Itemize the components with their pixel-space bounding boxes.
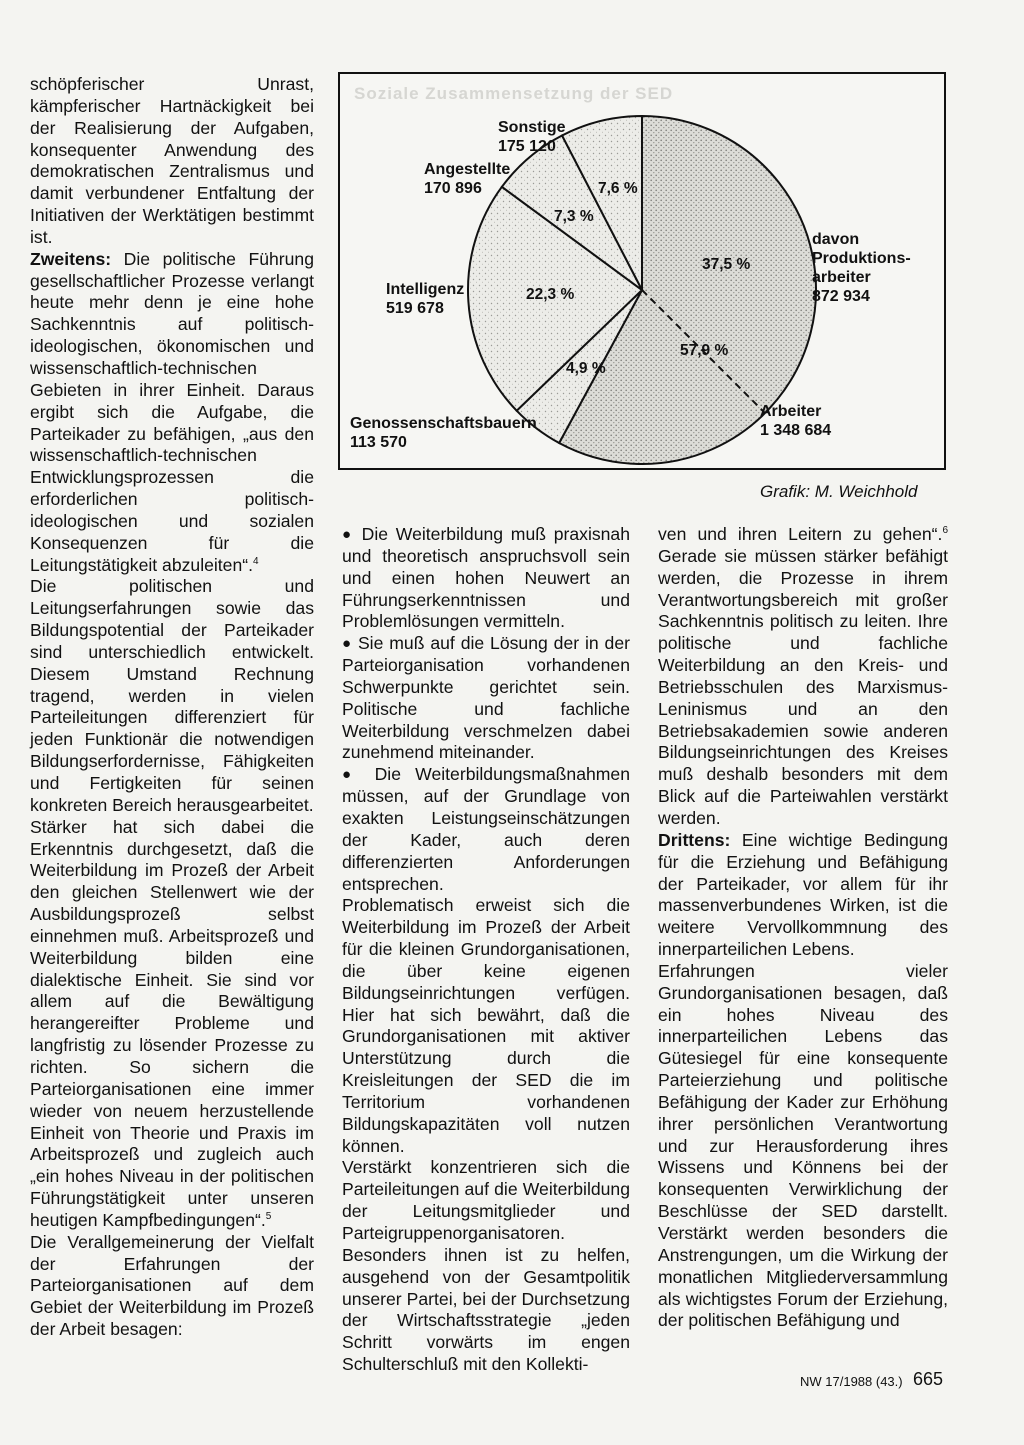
percent-intelligenz: 22,3 % bbox=[526, 286, 575, 303]
percent-produktionsarbeiter: 37,5 % bbox=[702, 256, 751, 273]
label-count: 175 120 bbox=[498, 138, 556, 155]
text-column-2 bbox=[342, 524, 630, 1376]
slice-label-genossenschaftsbauern bbox=[350, 414, 537, 452]
bullet-text: Die Weiterbildung muß praxisnah und theoretisch anspruchsvoll sein und einen hohen Neuwert an Führungserkenntnissen und Problemlösungen vermitteln. bbox=[342, 524, 631, 632]
slice-label-angestellte bbox=[424, 160, 510, 198]
label-count: 1 348 684 bbox=[760, 422, 832, 439]
paragraph bbox=[30, 817, 314, 1232]
paragraph bbox=[658, 830, 948, 961]
slice-label-sonstige bbox=[498, 118, 566, 156]
paragraph: Die politischen und Leitungserfahrungen sowie das Bildungspotential der Parteikader sind unterschiedlich entwickelt. Diesem Umstand Rechnung tragend, werden in vielen Parteileitungen differenziert für jeden Funktionär die notwendigen Bildungserfordernisse, Fähigkeiten und Fertigkeiten für seinen konkreten Bereich herausgearbeitet. bbox=[30, 576, 314, 815]
bullet-text: Die Weiterbildungsmaßnahmen müssen, auf der Grundlage von exakten Leistungseinschätzungen der Kader, auch deren differenzierten Anforderungen entsprechen. bbox=[342, 764, 630, 894]
bullet-icon: ● bbox=[342, 526, 354, 543]
text-column-1 bbox=[30, 74, 314, 1341]
paragraph: Die Verallgemeinerung der Vielfalt der Erfahrungen der Parteiorganisationen auf dem Gebiet der Weiterbildung im Prozeß der Arbeit besagen: bbox=[30, 1231, 314, 1340]
bullet-item bbox=[342, 524, 630, 633]
label-count: 872 934 bbox=[812, 288, 870, 305]
bullet-item bbox=[342, 633, 630, 764]
label-count: 170 896 bbox=[424, 180, 482, 197]
text-column-3 bbox=[658, 524, 948, 1332]
label-name: Intelligenz bbox=[386, 281, 465, 298]
paragraph: Erfahrungen vieler Grundorganisationen besagen, daß ein hohes Niveau des innerparteilichen Lebens das Gütesiegel für eine konsequente Parteierziehung und politische Befähigung der Kader zur Erhöhung ihrer persönlichen Verantwortung und zur Herausforderung ihres Wissens und Könnens bei der konsequenten Verwirklichung der Beschlüsse der SED darstellt. Verstärkt werden besonders die Anstrengungen, um die Wirkung der monatlichen Mitgliederversammlung als wichtigstes Forum der Erziehung, der politischen Befähigung und bbox=[658, 960, 948, 1331]
footnote-ref: 5 bbox=[265, 1211, 272, 1223]
issue-reference: NW 17/1988 (43.) bbox=[800, 1374, 903, 1389]
label-line: Produktions- bbox=[812, 250, 911, 267]
paragraph-text: ven und ihren Leitern zu gehen“. bbox=[658, 524, 943, 544]
label-count: 519 678 bbox=[386, 300, 444, 317]
label-name: Angestellte bbox=[424, 161, 511, 178]
paragraph-lead: Drittens: bbox=[658, 829, 731, 850]
paragraph bbox=[30, 249, 314, 577]
footnote-ref: 4 bbox=[253, 555, 259, 567]
slice-label-intelligenz bbox=[386, 280, 464, 318]
label-line: davon bbox=[812, 231, 860, 248]
percent-genossenschaftsbauern: 4,9 % bbox=[566, 360, 606, 377]
paragraph-text: Eine wichtige Bedingung für die Erziehung und Befähigung der Parteikader, vor allem für ihr massenverbundenes Wirken, ist die weitere Vervollkommnung des innerparteilichen Lebens. bbox=[658, 829, 948, 960]
bullet-icon: ● bbox=[342, 766, 361, 784]
slice-label-arbeiter bbox=[760, 402, 831, 440]
paragraph-text: Die politische Führung gesellschaftlicher Prozesse verlangt heute mehr denn je eine hohe Sachkenntnis auf politisch-ideologischen, ökonomischen und wissenschaftlich-technischen Gebieten in ihrer Einheit. Daraus ergibt sich die Aufgabe, die Parteikader zu befähigen, „aus den wissenschaftlich-technischen Entwicklungsprozessen die erforderlichen politisch-ideologischen und sozialen Konsequenzen für die Leitungstätigkeit abzuleiten“. bbox=[30, 248, 314, 575]
paragraph-lead: Zweitens: bbox=[30, 248, 112, 269]
label-name: Sonstige bbox=[498, 119, 566, 136]
percent-arbeiter: 57,9 % bbox=[680, 342, 729, 359]
footnote-ref: 6 bbox=[942, 525, 948, 537]
paragraph-text: Gerade sie müssen stärker befähigt werden, die Prozesse in ihrem Verantwortungsbereich mit großer Sachkenntnis politisch zu leiten. Ihre politische und fachliche Weiterbildung an den Kreis- und Betriebsschulen des Marxismus-Leninismus und an den Betriebsakademien sowie anderen Bildungseinrichtungen des Kreises muß deshalb besonders mit dem Blick auf die Parteiwahlen verstärkt werden. bbox=[658, 545, 948, 828]
page-number: 665 bbox=[913, 1369, 944, 1389]
percent-angestellte: 7,3 % bbox=[554, 208, 594, 225]
chart-title: Soziale Zusammensetzung der SED bbox=[354, 84, 674, 103]
label-name: Genossenschaftsbauern bbox=[350, 415, 537, 432]
label-name: Arbeiter bbox=[760, 403, 822, 420]
bullet-item bbox=[342, 764, 630, 895]
bullet-text: Sie muß auf die Lösung der in der Parteiorganisation vorhandenen Schwerpunkte gerichtet sein. Politische und fachliche Weiterbildung verschmelzen dabei zunehmend miteinander. bbox=[342, 633, 630, 763]
label-line: arbeiter bbox=[812, 269, 871, 286]
percent-sonstige: 7,6 % bbox=[598, 180, 638, 197]
paragraph: Verstärkt konzentrieren sich die Parteileitungen auf die Weiterbildung der Leitungsmitglieder und Parteigruppenorganisatoren. Besonders ihnen ist zu helfen, ausgehend von der Gesamtpolitik unserer Partei, bei der Durchsetzung der Wirtschaftsstrategie „jeden Schritt vorwärts im engen Schulterschluß mit den Kollekti- bbox=[342, 1157, 630, 1375]
graphic-credit: Grafik: M. Weichhold bbox=[760, 482, 918, 501]
label-count: 113 570 bbox=[350, 434, 407, 451]
sub-slice-label bbox=[812, 230, 911, 306]
pie-chart-frame bbox=[338, 72, 946, 470]
paragraph: schöpferischer Unrast, kämpferischer Hartnäckigkeit bei der Realisierung der Aufgaben, konsequenter Anwendung des demokratischen Zentralismus und damit verbundener Entfaltung der Initiativen der Werktätigen bestimmt ist. bbox=[30, 74, 314, 247]
paragraph-text: Stärker hat sich dabei die Erkenntnis durchgesetzt, daß die Weiterbildung im Prozeß der Arbeit den gleichen Stellenwert wie der Ausbildungsprozeß selbst einnehmen muß. Arbeitsprozeß und Weiterbildung bilden eine dialektische Einheit. Sie sind vor allem auf die Bewältigung herangereifter Probleme und langfristig zu lösender Prozesse zu richten. So sichern die Parteiorganisationen eine immer wieder von neuem herzustellende Einheit von Theorie und Praxis im Arbeitsprozeß und zugleich auch „ein hohes Niveau in der politischen Führungstätigkeit unter unseren heutigen Kampfbedingungen“. bbox=[30, 816, 314, 1230]
paragraph: Problematisch erweist sich die Weiterbildung im Prozeß der Arbeit für die kleinen Grundorganisationen, die über keine eigenen Bildungseinrichtungen verfügen. Hier hat sich bewährt, daß die Grundorganisationen mit aktiver Unterstützung durch die Kreisleitungen der SED die im Territorium vorhandenen Bildungskapazitäten voll nutzen können. bbox=[342, 895, 630, 1156]
paragraph bbox=[658, 524, 948, 830]
bullet-icon: ● bbox=[342, 635, 353, 653]
